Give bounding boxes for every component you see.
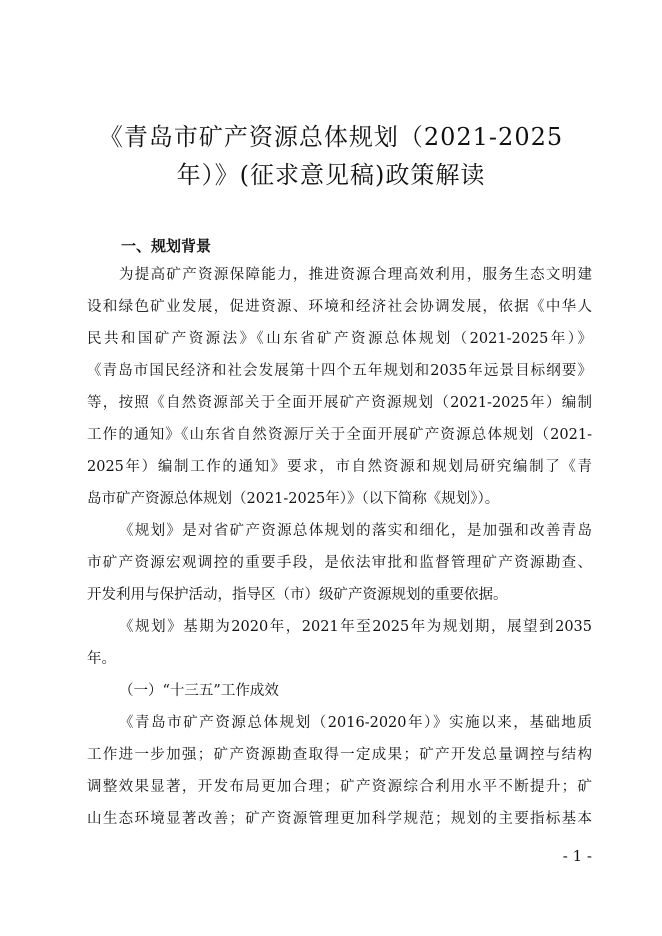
paragraph-line: 工作进一步加强；矿产资源勘查取得一定成果；矿产开发总量调控与结构 [87, 747, 592, 763]
paragraph-line: 工作的通知》《山东省自然资源厅关于全面开展矿产资源总体规划（2021- [87, 427, 592, 443]
paragraph-line: 年。 [87, 651, 116, 667]
paragraph-line: 2025年）编制工作的通知》要求，市自然资源和规划局研究编制了《青 [87, 459, 592, 475]
paragraph-line: 《青岛市矿产资源总体规划（2016-2020年）》实施以来，基础地质 [119, 715, 592, 731]
page-number: - 1 - [562, 847, 592, 865]
paragraph-line: 民共和国矿产资源法》《山东省矿产资源总体规划（2021-2025年）》 [87, 331, 592, 347]
subsection-heading: （一）“十三五”工作成效 [119, 683, 279, 699]
paragraph-line: 为提高矿产资源保障能力，推进资源合理高效利用，服务生态文明建 [119, 267, 592, 283]
document-title-line-2: 年）》(征求意见稿)政策解读 [176, 161, 486, 189]
document-title-line-1: 《青岛市矿产资源总体规划（2021-2025 [98, 123, 564, 151]
section-heading: 一、规划背景 [121, 237, 212, 255]
paragraph-line: 《青岛市国民经济和社会发展第十四个五年规划和2035年远景目标纲要》 [87, 363, 592, 379]
paragraph-line: 市矿产资源宏观调控的重要手段，是依法审批和监督管理矿产资源勘查、 [87, 555, 592, 571]
paragraph-line: 《规划》是对省矿产资源总体规划的落实和细化，是加强和改善青岛 [119, 523, 592, 539]
paragraph-line: 调整效果显著，开发布局更加合理；矿产资源综合利用水平不断提升；矿 [87, 779, 592, 795]
paragraph-line: 岛市矿产资源总体规划（2021-2025年）》（以下简称《规划》）。 [87, 491, 500, 507]
paragraph-line: 设和绿色矿业发展，促进资源、环境和经济社会协调发展，依据《中华人 [87, 299, 592, 315]
paragraph-line: 山生态环境显著改善；矿产资源管理更加科学规范；规划的主要指标基本 [87, 811, 592, 827]
paragraph-line: 等，按照《自然资源部关于全面开展矿产资源规划（2021-2025年）编制 [87, 395, 592, 411]
paragraph-line: 开发利用与保护活动，指导区（市）级矿产资源规划的重要依据。 [87, 587, 508, 603]
paragraph-line: 《规划》基期为2020年，2021年至2025年为规划期，展望到2035 [119, 619, 592, 635]
